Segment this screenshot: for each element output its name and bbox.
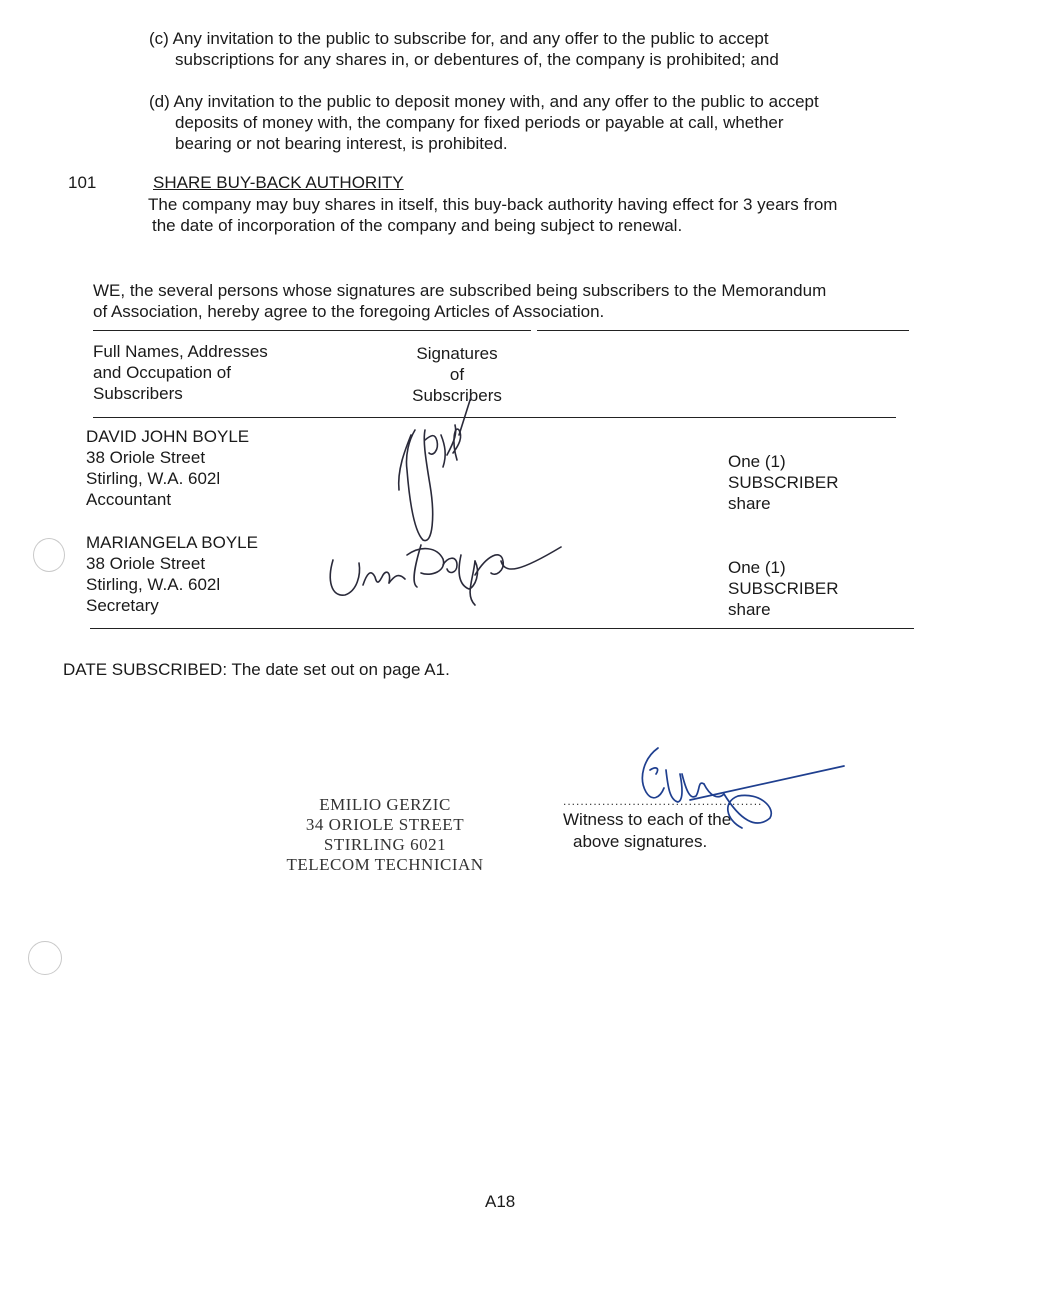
clause-d-line-2: deposits of money with, the company for fixed periods or payable at call, whether: [175, 113, 784, 132]
clause-d-line-3: bearing or not bearing interest, is prohibited.: [175, 134, 508, 153]
article-body-line-2: the date of incorporation of the company and being subject to renewal.: [152, 216, 683, 235]
table-top-rule-left: [93, 330, 531, 331]
clause-c: [149, 28, 779, 70]
subscriber-details: [86, 426, 249, 510]
declaration-line-1: WE, the several persons whose signatures are subscribed being subscribers to the Memorandum: [93, 281, 827, 300]
subscriber-occupation: Secretary: [86, 596, 159, 615]
article-number: 101: [68, 173, 97, 192]
table-top-rule-right: [537, 330, 909, 331]
table-bottom-rule: [90, 628, 914, 629]
subscriber-details: [86, 532, 258, 616]
column-header-names: [93, 341, 268, 404]
shares-count: One (1): [728, 452, 786, 471]
witness-line-2: above signatures.: [573, 832, 708, 851]
subscriber-town: Stirling, W.A. 602l: [86, 575, 221, 594]
article-body-line-1: The company may buy shares in itself, this buy-back authority having effect for 3 years from: [148, 195, 838, 214]
signature-mariangela-boyle: [325, 525, 565, 615]
shares-unit: share: [728, 600, 771, 619]
page-number: A18: [485, 1192, 516, 1211]
punch-hole-lower: [28, 941, 62, 975]
subscriber-shares: [728, 451, 839, 514]
column-header-names-line-3: Subscribers: [93, 384, 183, 403]
shares-type: SUBSCRIBER: [728, 579, 839, 598]
stamp-occupation: TELECOM TECHNICIAN: [286, 855, 484, 874]
clause-d-line-1: (d) Any invitation to the public to deposit money with, and any offer to the public to accept: [149, 92, 819, 111]
article-body: [148, 194, 837, 236]
clause-c-line-1: (c) Any invitation to the public to subscribe for, and any offer to the public to accept: [149, 29, 769, 48]
subscriber-name: DAVID JOHN BOYLE: [86, 427, 250, 446]
column-header-signatures-line-3: Subscribers: [412, 386, 502, 405]
column-header-signatures-line-1: Signatures: [416, 344, 498, 363]
subscriber-town: Stirling, W.A. 602l: [86, 469, 221, 488]
subscriber-street: 38 Oriole Street: [86, 448, 206, 467]
date-subscribed: DATE SUBSCRIBED: The date set out on page A1.: [63, 660, 450, 679]
column-header-names-line-2: and Occupation of: [93, 363, 231, 382]
witness-stamp: [280, 795, 490, 875]
witness-line-1: Witness to each of the: [563, 810, 732, 829]
subscriber-name: MARIANGELA BOYLE: [86, 533, 258, 552]
stamp-address: 34 ORIOLE STREET: [305, 815, 465, 834]
stamp-name: EMILIO GERZIC: [319, 795, 451, 814]
shares-unit: share: [728, 494, 771, 513]
declaration-line-2: of Association, hereby agree to the foregoing Articles of Association.: [93, 302, 605, 321]
stamp-town: STIRLING 6021: [323, 835, 447, 854]
column-header-signatures-line-2: of: [449, 365, 465, 384]
clause-d: [149, 91, 819, 154]
subscriber-occupation: Accountant: [86, 490, 172, 509]
clause-c-line-2: subscriptions for any shares in, or debentures of, the company is prohibited; and: [175, 50, 779, 69]
signature-witness: [630, 740, 850, 840]
column-header-names-line-1: Full Names, Addresses: [93, 342, 268, 361]
punch-hole-upper: [33, 538, 65, 572]
witness-dots: ..............................................: [563, 794, 763, 808]
subscriber-street: 38 Oriole Street: [86, 554, 206, 573]
shares-count: One (1): [728, 558, 786, 577]
subscriber-shares: [728, 557, 839, 620]
article-heading: SHARE BUY-BACK AUTHORITY: [153, 173, 404, 192]
shares-type: SUBSCRIBER: [728, 473, 839, 492]
declaration: [93, 280, 826, 322]
